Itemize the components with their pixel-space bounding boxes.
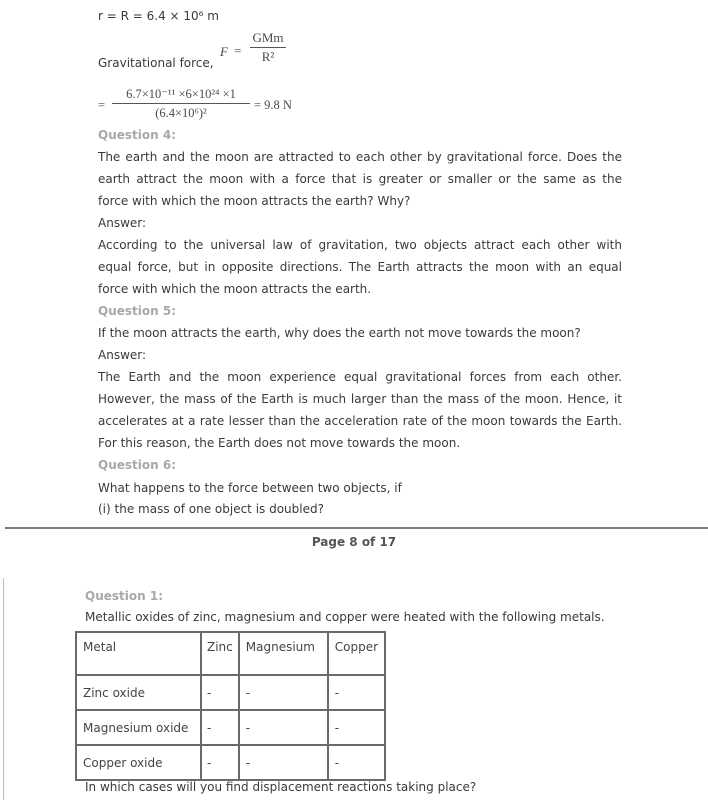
answer-5-line: The Earth and the moon experience equal gravitational forces from each other. [98, 370, 622, 384]
formula-equals: = [234, 43, 242, 58]
question-4-line: The earth and the moon are attracted to each other by gravitational force. Does the [98, 150, 622, 164]
answer-4-line: According to the universal law of gravitation, two objects attract each other with [98, 238, 622, 252]
question-1-intro: Metallic oxides of zinc, magnesium and copper were heated with the following metals. [85, 610, 605, 624]
table-cell: - [239, 710, 328, 745]
calc-equals: = [98, 98, 106, 112]
question-6-heading: Question 6: [98, 458, 176, 472]
question-4-line: earth attract the moon with a force that is greater or smaller or the same as the [98, 172, 622, 186]
page-number: Page 8 of 17 [311, 535, 397, 549]
answer-4-line: equal force, but in opposite directions. The Earth attracts the moon with an equal [98, 260, 622, 274]
table-cell: Zinc oxide [76, 675, 201, 710]
table-header-cell: Metal [76, 632, 201, 675]
page-divider [5, 527, 708, 529]
table-cell: - [239, 675, 328, 710]
question-1-heading: Question 1: [85, 589, 163, 603]
table-cell: - [328, 710, 385, 745]
formula-lhs: F [220, 44, 228, 59]
table-cell: - [201, 745, 239, 780]
radius-line: r = R = 6.4 × 10⁶ m [98, 9, 219, 23]
table-header-row [76, 632, 385, 675]
table-row [76, 745, 385, 780]
table-header-cell: Copper [328, 632, 385, 675]
page-left-border [3, 578, 4, 800]
question-5-line: If the moon attracts the earth, why does the earth not move towards the moon? [98, 326, 581, 340]
question-6-line: (i) the mass of one object is doubled? [98, 502, 324, 516]
table-cell: Magnesium oxide [76, 710, 201, 745]
document-page-next [0, 578, 708, 800]
table-cell: Copper oxide [76, 745, 201, 780]
question-1-prompt: In which cases will you find displacement reactions taking place? [85, 780, 477, 794]
table-cell: - [201, 675, 239, 710]
table-cell: - [328, 675, 385, 710]
calc-fraction [112, 86, 250, 122]
calc-result: = 9.8 N [254, 98, 292, 112]
table-header-cell: Zinc [201, 632, 239, 675]
table-header-cell: Magnesium [239, 632, 328, 675]
formula-denominator: R² [261, 49, 275, 64]
table-cell: - [201, 710, 239, 745]
answer-5-label: Answer: [98, 348, 147, 362]
answer-4-line: force with which the moon attracts the earth. [98, 282, 372, 296]
question-4-heading: Question 4: [98, 128, 176, 142]
answer-5-line: However, the mass of the Earth is much larger than the mass of the moon. Hence, it [98, 392, 622, 406]
question-6-line: What happens to the force between two objects, if [98, 481, 402, 495]
table-cell: - [239, 745, 328, 780]
answer-5-line: accelerates at a rate lesser than the acceleration rate of the moon towards the Earth. [98, 414, 622, 428]
calc-numerator: 6.7×10⁻¹¹ ×6×10²⁴ ×1 [112, 86, 250, 104]
table-row [76, 710, 385, 745]
answer-5-line: For this reason, the Earth does not move towards the moon. [98, 436, 461, 450]
formula-label: Gravitational force, [98, 56, 214, 70]
calc-denominator: (6.4×10⁶)² [155, 106, 207, 120]
table-cell: - [328, 745, 385, 780]
metals-oxides-table [75, 631, 386, 781]
answer-4-label: Answer: [98, 216, 147, 230]
question-5-heading: Question 5: [98, 304, 176, 318]
question-4-line: force with which the moon attracts the earth? Why? [98, 194, 411, 208]
table-row [76, 675, 385, 710]
formula-numerator: GMm [250, 30, 286, 48]
